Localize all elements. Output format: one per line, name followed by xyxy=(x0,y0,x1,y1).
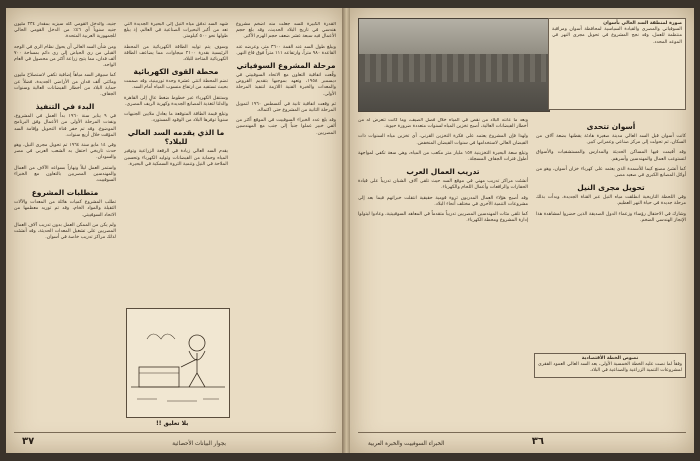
section-heading: ما الذي يقدمه السد العالي للبلاد؟ xyxy=(127,128,225,147)
paragraph: كما أنشئ مصنع كيما للأسمدة الذي يعتمد على كهرباء خزان أسوان، وهو من أوائل المصانع الكبرى في صعيد مصر. xyxy=(536,166,686,179)
paragraph: واستمر العمل ليلاً ونهاراً بسواعد الآلاف من العمال والمهندسين المصريين بالتعاون مع الخبراء السوفييت. xyxy=(14,165,116,184)
paragraph: شهد السد تدفق مياه النيل إلى البحيرة الجديدة التي تعد من أكبر البحيرات الصناعية في العالم، إذ يبلغ طولها نحو ٥٠٠ كيلومتر. xyxy=(124,22,228,40)
section-heading: تحويل مجرى النيل xyxy=(577,183,645,193)
paragraph: وفي اللحظة التاريخية انطلقت مياه النيل عبر القناة الجديدة، وبدأت بذلك مرحلة جديدة في حياة النهر العظيم. xyxy=(536,195,686,207)
paragraph: ويبلغ طول السد عند القمة ٣٦٠٠ متر، وعرضه عند القاعدة ٩٨٠ متراً، وارتفاعه ١١١ متراً فوق قاع النهر. xyxy=(236,44,336,56)
page-footer: بجوار البيانات الأحصائية xyxy=(172,441,226,447)
left-page xyxy=(6,8,344,453)
box-title: نصوص الخطة الأقتصادية xyxy=(581,356,639,361)
paragraph: تضم المحطة اثنتي عشرة وحدة توربينية، وقد صممت بحيث تستفيد من ارتفاع منسوب المياه أمام السد. xyxy=(124,79,228,91)
paragraph: وشارك في الاحتفال رؤساء وزعماء الدول الصديقة الذين حضروا لمشاهدة هذا الإنجاز الهندسي الضخم. xyxy=(536,211,686,223)
cartoon-illustration xyxy=(126,308,230,418)
page-footer: الخبراء السوفييت والخبرة العربية xyxy=(368,441,445,447)
page-number: ٣٧ xyxy=(22,436,35,447)
paragraph: وتبلغ قيمة الطاقة المتوقعة ما يعادل ملايين الجنيهات سنوياً توفرها البلاد من الوقود المستورد. xyxy=(124,112,228,124)
paragraph: وقّعت اتفاقية التعاون مع الاتحاد السوفييتي في ديسمبر ١٩٥٨، وتعهد بموجبها بتقديم القروض والمعدات والخبرة الفنية اللازمة لتنفيذ المرحلة الأولى. xyxy=(236,73,336,97)
right-column-1 xyxy=(536,118,686,429)
dam-photo xyxy=(358,18,550,112)
photo-sky xyxy=(359,19,549,56)
paragraph: وستنقل الكهرباء عبر خطوط ضغط عالٍ إلى القاهرة والدلتا لتغذية المصانع الجديدة وكهربة الريف المصري. xyxy=(124,95,228,107)
paragraph: ومن شأن السد العالي أن يحول نظام الري في الوجه القبلي من ري الحياض إلى ري دائم بمساحة ٧٠٠ ألف فدان، مما يتيح زراعة أكثر من محصول في العام الواحد. xyxy=(14,44,116,69)
paragraph: وفي ١٤ مايو سنة ١٩٦٤ تم تحويل مجرى النيل، وهو حدث تاريخي احتفل به الشعب العربي في مصر والسودان. xyxy=(14,143,116,161)
paragraph: كانت أسوان قبل السد العالي مدينة صغيرة هادئة يقطنها بضعة آلاف من السكان، ثم تحولت إلى مركز صناعي وعمراني كبير. xyxy=(536,134,686,146)
section-heading: متطلبات المشروع xyxy=(31,188,99,198)
paragraph: وسوف يتم توليد الطاقة الكهربائية من المحطة الرئيسية بقدرة ٢١٠٠ ميجاوات، مما يضاعف الطاقة الكهربائية المتاحة للبلاد. xyxy=(124,44,228,63)
paragraph: وقد بلغ عدد الخبراء السوفييت في الموقع أكثر من ألفي خبير عملوا جنباً إلى جنب مع المهندسين المصريين. xyxy=(236,118,336,136)
caption-heading: صورة لمنطقة السد العالي بأسوان xyxy=(603,21,682,26)
paragraph: وبعد ما عانته البلاد من نقص في المياه خلال فصل الصيف، وما كانت تتعرض له من أخطار الفيضانات العالية، أصبح تخزين المياه لسنوات متعددة ضرورة حيوية. xyxy=(358,118,528,130)
photo-caption-box xyxy=(548,18,686,110)
paragraph: ولم يكن من الممكن العمل بدون تدريب آلاف العمال المصريين على تشغيل المعدات الحديثة، وقد أنشئت لذلك مراكز تدريب خاصة في أسوان. xyxy=(14,222,116,241)
section-heading: أسوان تتحدى xyxy=(586,122,636,131)
cartoon-drawing xyxy=(127,309,229,417)
section-heading: محطة القوى الكهربائية xyxy=(133,67,219,77)
paragraph: تطلب المشروع كميات هائلة من المعدات والآلات الثقيلة والمواد الخام، وقد تم توريد معظمها من الاتحاد السوفييتي. xyxy=(14,200,116,218)
page-number: ٣٦ xyxy=(531,436,544,447)
right-page xyxy=(350,8,694,453)
paragraph: يقدم السد العالي زيادة في الرقعة الزراعية وتوفير المياه وحماية من الفيضانات وتوليد الكهرباء وتحسين الملاحة في النيل وتنمية الثروة السمكية في البحيرة. xyxy=(124,149,228,167)
paragraph: وتبلغ سعة البحيرة التخزينية ١٥٧ مليار متر مكعب من المياه، وهي سعة تكفي لمواجهة أطول فترات الجفاف المسجلة. xyxy=(358,150,528,163)
left-column-1 xyxy=(236,22,336,429)
paragraph: كما تلقى مئات المهندسين المصريين تدريباً متقدماً في المعاهد السوفييتية، وعادوا ليتولوا إدارة المشروع ومحطة الكهرباء. xyxy=(358,212,528,224)
right-column-2 xyxy=(358,118,528,429)
section-heading: تدريب العمال العرب xyxy=(406,167,480,177)
paragraph: في ٩ يناير سنة ١٩٦٠ بدأ العمل في المشروع، ونفذت المرحلة الأولى من الأعمال وفق البرنامج الموضوع. وقد تم حفر قناة التحويل وإقامة السد المؤقت خلال أربع سنوات. xyxy=(14,114,116,138)
section-heading: البدء في التنفيذ xyxy=(35,102,95,112)
paragraph: أنشئت مراكز تدريب مهني في موقع السد حيث تلقى آلاف الشبان تدريباً على قيادة الحفارات والرافعات وأعمال اللحام والكهرباء. xyxy=(358,179,528,191)
paragraph: وقد أقيمت فيها المساكن الحديثة والمدارس والمستشفيات والأسواق لتستوعب العمال والمهندسين وأسرهم. xyxy=(536,150,686,162)
caption-text: السوفياتي والمصري والقيادة السياسية لمحافظة أسوان ومراقبة منتظمة للعمل، وقد نجح المشروع في تحويل مجرى النهر في الموعد المحدد. xyxy=(552,27,682,45)
box-text: وفقاً لما نصت عليه الخطة الخمسية الأولى، يعد السد العالي العمود الفقري لمشروعات التنمية الزراعية والصناعية في البلاد. xyxy=(538,362,682,374)
left-column-3 xyxy=(14,22,116,429)
footer-rule xyxy=(14,432,336,433)
paragraph: وقد أصبح هؤلاء العمال المدربون ثروة قومية حقيقية انتقلت خبراتهم فيما بعد إلى مشروعات التنمية الأخرى في مختلف أنحاء البلاد. xyxy=(358,195,528,207)
footer-rule xyxy=(358,432,686,433)
plan-box xyxy=(534,353,686,378)
paragraph: كما سيوفر السد مياهاً إضافية تكفي لاستصلاح مليون ومائتي ألف فدان من الأراضي الجديدة، فضلاً عن حماية البلاد من أخطار الفيضانات العالية وسنوات الجفاف. xyxy=(14,73,116,98)
photo-terrain xyxy=(359,54,549,82)
paragraph: القدرة الكبيرة للسد جعلت منه أضخم مشروع هندسي في تاريخ البلاد الحديث، وقد بلغ حجم الأعمال فيه سبعة عشر ضعف حجم الهرم الأكبر. xyxy=(236,22,336,40)
section-heading: مرحلة المشروع السوفياتي xyxy=(236,61,336,71)
paragraph: ولهذا فإن المشروع يعتمد على فكرة التخزين القرني، أي تخزين مياه السنوات ذات الفيضان العالي لاستخدامها في سنوات الفيضان المنخفض. xyxy=(358,134,528,146)
cartoon-caption: بلا تعليق !! xyxy=(156,420,189,427)
paragraph: جنيه، والدخل القومي كله سيزيد بمقدار ٢٣٤ مليون جنيه سنوياً أي ٤٦٪ من الدخل القومي الحالي للجمهورية العربية المتحدة. xyxy=(14,22,116,40)
paragraph: ثم وقعت اتفاقية ثانية في أغسطس ١٩٦٠ لتمويل المرحلة الثانية من المشروع حتى اكتماله. xyxy=(236,101,336,114)
